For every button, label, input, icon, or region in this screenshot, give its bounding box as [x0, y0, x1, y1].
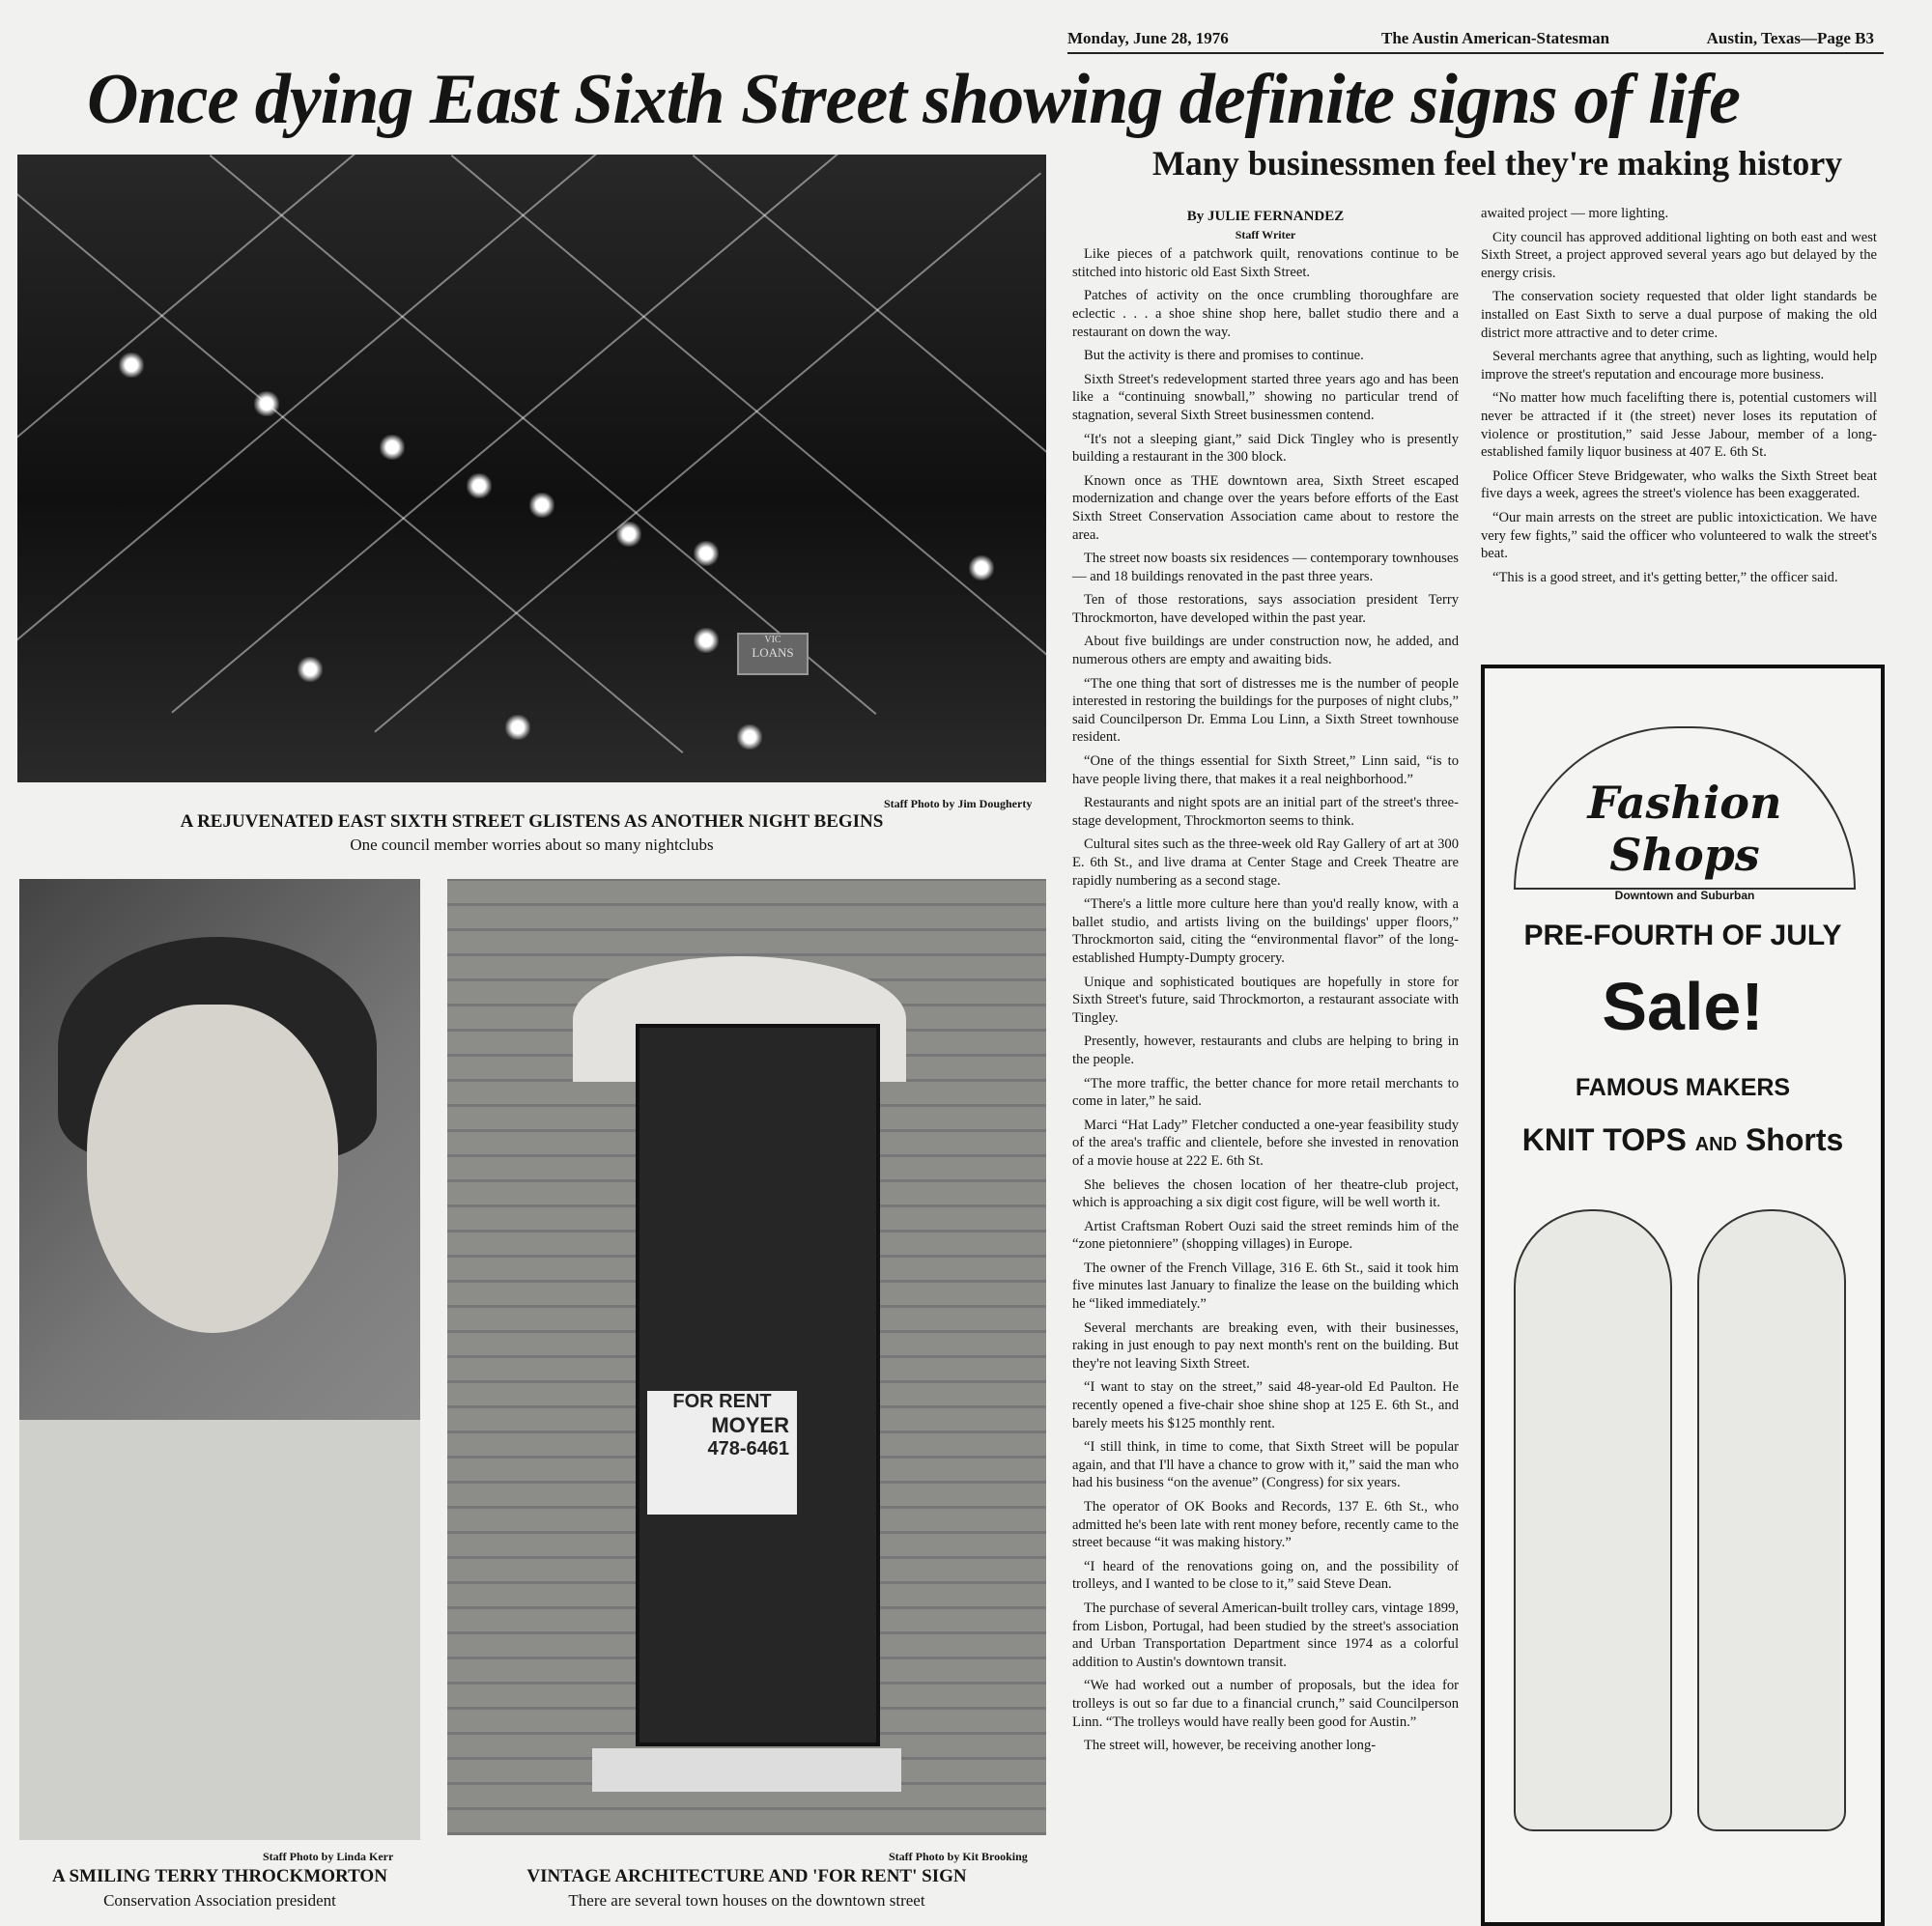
paragraph: The owner of the French Village, 316 E. 6th St., said it took him five minutes last January to finalize the lease on the building which he “liked immediately.”: [1072, 1260, 1459, 1313]
paragraph: Artist Craftsman Robert Ouzi said the street reminds him of the “zone pietonniere” (shopping villages) in Europe.: [1072, 1218, 1459, 1253]
article-column-1: [1072, 208, 1459, 1761]
paragraph: Presently, however, restaurants and clubs are helping to bring in the people.: [1072, 1034, 1459, 1067]
ad-line-3: FAMOUS MAKERS: [1575, 1074, 1791, 1101]
paragraph: The street will, however, be receiving another long-: [1084, 1738, 1377, 1754]
paragraph: Marci “Hat Lady” Fletcher conducted a one-year feasibility study of the area's traffic and clientele, before she invested in renovation of a movie house at 222 E. 6th St.: [1072, 1117, 1459, 1169]
paragraph: “There's a little more culture here than you'd really know, with a ballet studio, and artists living on the buildings' upper floors,” Throckmorton said, citing the “environmental flavor” of the long-established Humpty-Dumpty grocery.: [1072, 896, 1459, 966]
paragraph: Restaurants and night spots are an initial part of the street's three-stage development, Throckmorton seems to think.: [1072, 795, 1459, 829]
byline-title: Staff Writer: [1235, 227, 1296, 241]
subhead: Many businessmen feel they're making history: [1151, 144, 1843, 183]
paragraph: awaited project — more lighting.: [1481, 206, 1669, 221]
for-rent-sign: FOR RENT MOYER 478-6461: [647, 1391, 797, 1515]
paragraph: “The more traffic, the better chance for more retail merchants to come in later,” he said.: [1072, 1075, 1459, 1110]
paragraph: “Our main arrests on the street are public intoxictication. We have very few fights,” said the officer who volunteered to walk the street's beat.: [1481, 509, 1877, 562]
paragraph: Ten of those restorations, says association president Terry Throckmorton, have developed within the past year.: [1072, 592, 1459, 626]
paragraph: About five buildings are under construction now, he added, and numerous others are empty and awaiting bids.: [1072, 634, 1459, 668]
paragraph: Unique and sophisticated boutiques are hopefully in store for Sixth Street's future, said Throckmorton, a restaurant associate with Tingley.: [1072, 974, 1459, 1026]
ad-tagline: Downtown and Suburban: [1614, 889, 1755, 902]
paragraph: City council has approved additional lighting on both east and west Sixth Street, a project approved several years ago but delayed by the energy crisis.: [1481, 229, 1877, 281]
ad-line-2: Sale!: [1602, 969, 1764, 1044]
portrait-photo: [19, 879, 420, 1840]
ad-line-4: KNIT TOPS AND Shorts: [1521, 1122, 1844, 1157]
paragraph: She believes the chosen location of her theatre-club project, which is approaching a six digit cost figure, will be well worth it.: [1072, 1176, 1459, 1211]
paragraph: “I still think, in time to come, that Sixth Street will be popular again, and that I'll have a chance to grow with it,” said the man who had his business “on the avenue” (Congress) for six years.: [1072, 1439, 1459, 1491]
window-subcaption: There are several town houses on the downtown street: [568, 1891, 925, 1910]
paragraph: “I want to stay on the street,” said 48-year-old Ed Paulton. He recently opened a five-chair shoe shine shop at 125 E. 6th St., and barely meets his $125 monthly rent.: [1072, 1379, 1459, 1431]
paragraph: The street now boasts six residences — contemporary townhouses — and 18 buildings renovated in the past three years.: [1072, 551, 1459, 584]
paragraph: “This is a good street, and it's getting better,” the officer said.: [1492, 569, 1838, 585]
model-illustration-right: [1697, 1209, 1846, 1831]
loans-sign: VIC LOANS: [737, 633, 809, 675]
paragraph: The operator of OK Books and Records, 137 E. 6th St., who admitted he's been late with rent money before, recently came to the street because “it was making history.”: [1072, 1499, 1459, 1551]
model-illustration-left: [1514, 1209, 1672, 1831]
paragraph: Several merchants agree that anything, such as lighting, would help improve the street's reputation and encourage more business.: [1481, 349, 1877, 382]
paragraph: Sixth Street's redevelopment started three years ago and has been like a “continuing snowball,” showing no particular trend of stagnation, several Sixth Street businessmen contend.: [1072, 371, 1459, 423]
window-photo: [447, 879, 1046, 1835]
masthead-location: Austin, Texas—Page B3: [1706, 29, 1874, 47]
portrait-caption: A SMILING TERRY THROCKMORTON: [52, 1866, 387, 1886]
paragraph: Like pieces of a patchwork quilt, renovations continue to be stitched into historic old East Sixth Street.: [1072, 246, 1459, 280]
paragraph: “One of the things essential for Sixth Street,” Linn said, “is to have people living there, that makes it a real neighborhood.”: [1072, 753, 1459, 787]
portrait-photo-credit: Staff Photo by Linda Kerr: [263, 1850, 394, 1863]
paragraph: But the activity is there and promises to continue.: [1084, 348, 1364, 364]
paragraph: Cultural sites such as the three-week old Ray Gallery of art at 300 E. 6th St., and live drama at Center Stage and Creek Theatre are rapidly numbering as a second stage.: [1072, 836, 1459, 889]
article-column-2: [1481, 205, 1877, 592]
headline: Once dying East Sixth Street showing definite signs of life: [87, 60, 1741, 139]
ad-line-1: PRE-FOURTH OF JULY: [1523, 920, 1842, 951]
paragraph: “The one thing that sort of distresses me is the number of people interested in restoring the buildings for the purposes of night clubs,” said Councilperson Dr. Emma Lou Linn, a Sixth Street townhouse resident.: [1072, 675, 1459, 746]
night-photo-credit: Staff Photo by Jim Dougherty: [884, 797, 1033, 810]
paragraph: Police Officer Steve Bridgewater, who walks the Sixth Street beat five days a week, agrees the street's violence has been exaggerated.: [1481, 467, 1877, 502]
night-street-photo: [17, 155, 1046, 782]
paragraph: Patches of activity on the once crumbling thoroughfare are eclectic . . . a shoe shine shop here, ballet studio there and a restaurant on down the way.: [1072, 288, 1459, 340]
fashion-shops-ad: [1481, 665, 1885, 1926]
byline: By JULIE FERNANDEZ: [1186, 209, 1345, 224]
paragraph: Several merchants are breaking even, with their businesses, raking in just enough to pay next month's rent on the building. But they're not leaving Sixth Street.: [1072, 1319, 1459, 1372]
window-photo-credit: Staff Photo by Kit Brooking: [889, 1850, 1028, 1863]
masthead-paper: The Austin American-Statesman: [1381, 29, 1610, 47]
paragraph: Known once as THE downtown area, Sixth Street escaped modernization and change over the years before efforts of the East Sixth Street Conservation Association came about to restore the area.: [1072, 472, 1459, 543]
ad-logo: [1514, 726, 1856, 902]
paragraph: “No matter how much facelifting there is, potential customers will never be attracted if it (the street) never loses its reputation of violence or prostitution,” said Jesse Jabour, member of a long-established family liquor business at 407 E. 6th St.: [1481, 390, 1877, 461]
night-photo-caption: A REJUVENATED EAST SIXTH STREET GLISTENS AS ANOTHER NIGHT BEGINS: [180, 811, 884, 832]
masthead-date: Monday, June 28, 1976: [1067, 29, 1229, 47]
portrait-subcaption: Conservation Association president: [103, 1891, 336, 1910]
window-caption: VINTAGE ARCHITECTURE AND 'FOR RENT' SIGN: [526, 1866, 967, 1886]
paragraph: “We had worked out a number of proposals, but the idea for trolleys is out so far due to a financial crunch,” said Councilperson Linn. “The trolleys would have really been good for Austin.”: [1072, 1678, 1459, 1730]
ad-brand: Fashion Shops: [1587, 777, 1782, 881]
paragraph: The conservation society requested that older light standards be installed on East Sixth to serve a dual purpose of making the old district more attractive and to deter crime.: [1481, 289, 1877, 341]
paragraph: “I heard of the renovations going on, and the possibility of trolleys, and I wanted to be close to it,” said Steve Dean.: [1072, 1558, 1459, 1593]
paragraph: “It's not a sleeping giant,” said Dick Tingley who is presently building a restaurant in the 300 block.: [1072, 431, 1459, 466]
night-photo-subcaption: One council member worries about so many nightclubs: [350, 836, 714, 854]
paragraph: The purchase of several American-built trolley cars, vintage 1899, from Lisbon, Portugal, had been studied by the street's association and Urban Transportation Department since 1974 as a colorful addition to Austin's downtown transit.: [1072, 1600, 1459, 1670]
